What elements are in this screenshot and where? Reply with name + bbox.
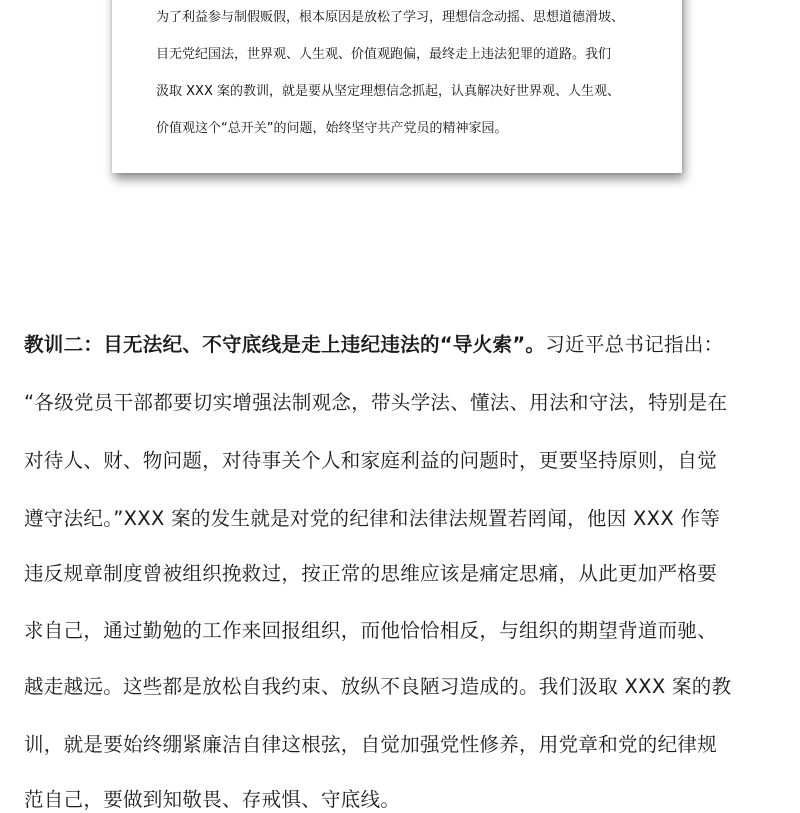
paragraph-line: 对待人、财、物问题，对待事关个人和家庭利益的问题时，更要坚持原则，自觉 (24, 449, 718, 472)
paragraph-line: 越走越远。这些都是放松自我约束、放纵不良陋习造成的。我们汲取 XXX 案的教 (24, 675, 732, 698)
paragraph-line: 求自己，通过勤勉的工作来回报组织，而他恰恰相反，与组织的期望背道而驰、 (24, 619, 718, 642)
paragraph-line: 范自己，要做到知敬畏、存戒惧、守底线。 (24, 788, 401, 811)
paragraph-line: 训，就是要始终绷紧廉洁自律这根弦，自觉加强党性修养，用党章和党的纪律规 (24, 733, 718, 756)
quote-line: 目无党纪国法，世界观、人生观、价值观跑偏，最终走上违法犯罪的道路。我们 (156, 47, 612, 62)
lesson-intro: 习近平总书记指出： (545, 333, 724, 356)
paragraph-line: 遵守法纪。”XXX 案的发生就是对党的纪律和法律法规置若罔闻，他因 XXX 作等 (24, 507, 721, 530)
quote-line: 汲取 XXX 案的教训，就是要从坚定理想信念抓起，认真解决好世界观、人生观、 (156, 84, 620, 99)
lesson-heading-line (24, 331, 776, 358)
paragraph-line: “各级党员干部都要切实增强法制观念，带头学法、懂法、用法和守法，特别是在 (24, 391, 728, 414)
quote-card (112, 0, 682, 173)
quote-line: 价值观这个“总开关”的问题，始终坚守共产党员的精神家园。 (156, 121, 508, 136)
quote-line: 为了利益参与制假贩假，根本原因是放松了学习，理想信念动摇、思想道德滑坡、 (156, 10, 625, 25)
lesson-title: 教训二：目无法纪、不守底线是走上违纪违法的“导火索”。 (24, 333, 546, 356)
paragraph-line: 违反规章制度曾被组织挽救过，按正常的思维应该是痛定思痛，从此更加严格要 (24, 562, 718, 585)
